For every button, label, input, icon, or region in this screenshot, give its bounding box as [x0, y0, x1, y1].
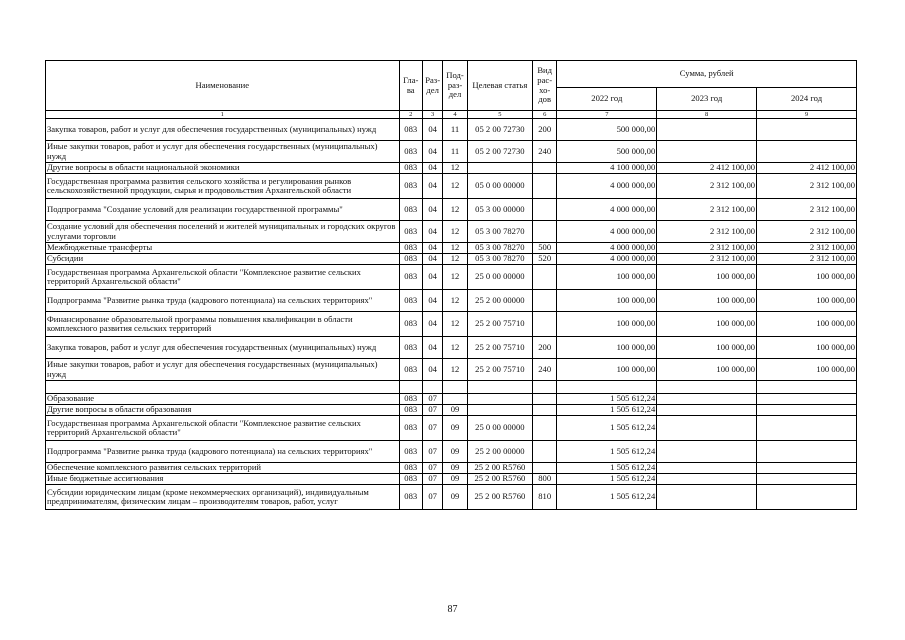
column-number-row [46, 111, 857, 119]
cell-target: 25 2 00 75710 [467, 312, 532, 337]
cell-sum-2022: 500 000,00 [557, 141, 657, 163]
cell-sum-2022: 100 000,00 [557, 312, 657, 337]
cell-glava: 083 [399, 416, 422, 441]
cell-glava: 083 [399, 463, 422, 474]
cell-razdel: 04 [422, 265, 442, 290]
cell-sum-2022: 4 000 000,00 [557, 221, 657, 243]
cell-sum-2023: 2 312 100,00 [657, 199, 757, 221]
cell-sum-2024: 2 312 100,00 [757, 243, 857, 254]
table-row [46, 290, 857, 312]
cell-sum-2022: 500 000,00 [557, 119, 657, 141]
table-row [46, 381, 857, 394]
cell-vid [532, 290, 556, 312]
cell-razdel: 07 [422, 394, 442, 405]
cell-vid: 520 [532, 254, 556, 265]
cell-sum-2023: 2 312 100,00 [657, 254, 757, 265]
cell-podrazdel: 12 [443, 290, 467, 312]
cell-glava: 083 [399, 359, 422, 381]
cell-podrazdel [443, 381, 467, 394]
cell-razdel: 04 [422, 221, 442, 243]
cell-name: Иные закупки товаров, работ и услуг для обеспечения государственных (муниципальных) нужд [46, 359, 400, 381]
cell-glava: 083 [399, 337, 422, 359]
header-glava: Гла-ва [399, 61, 422, 111]
cell-target: 25 2 00 R5760 [467, 485, 532, 510]
cell-vid [532, 312, 556, 337]
cell-target: 05 3 00 00000 [467, 199, 532, 221]
cell-podrazdel: 11 [443, 119, 467, 141]
cell-sum-2024 [757, 405, 857, 416]
cell-sum-2023: 100 000,00 [657, 312, 757, 337]
cell-razdel: 04 [422, 290, 442, 312]
cell-sum-2023: 2 312 100,00 [657, 174, 757, 199]
cell-glava: 083 [399, 254, 422, 265]
cell-glava: 083 [399, 265, 422, 290]
cell-name: Другие вопросы в области образования [46, 405, 400, 416]
cell-sum-2022: 4 100 000,00 [557, 163, 657, 174]
cell-sum-2024: 2 312 100,00 [757, 254, 857, 265]
table-row [46, 441, 857, 463]
cell-vid: 500 [532, 243, 556, 254]
cell-sum-2022: 1 505 612,24 [557, 474, 657, 485]
cell-glava: 083 [399, 394, 422, 405]
cell-vid: 810 [532, 485, 556, 510]
cell-name: Финансирование образовательной программы повышения квалификации в области комплексного развития сельских территорий [46, 312, 400, 337]
cell-target: 05 3 00 78270 [467, 254, 532, 265]
cell-vid [532, 394, 556, 405]
cell-name: Субсидии юридическим лицам (кроме некоммерческих организаций), индивидуальным предпринимателям, физическим лицам – производителям товаров, работ, услуг [46, 485, 400, 510]
column-number: 9 [757, 111, 857, 119]
table-row [46, 221, 857, 243]
cell-vid [532, 221, 556, 243]
cell-sum-2024: 100 000,00 [757, 312, 857, 337]
cell-sum-2024 [757, 381, 857, 394]
cell-razdel: 07 [422, 405, 442, 416]
cell-target: 05 3 00 78270 [467, 243, 532, 254]
header-vid: Вид рас-хо-дов [532, 61, 556, 111]
cell-name: Государственная программа развития сельского хозяйства и регулирования рынков сельскохозяйственной продукции, сырья и продовольствия Архангельской области [46, 174, 400, 199]
budget-table [45, 60, 857, 510]
cell-sum-2024 [757, 141, 857, 163]
header-razdel: Раз-дел [422, 61, 442, 111]
cell-sum-2022: 1 505 612,24 [557, 441, 657, 463]
cell-razdel: 04 [422, 359, 442, 381]
cell-glava: 083 [399, 199, 422, 221]
table-row [46, 416, 857, 441]
column-number: 1 [46, 111, 400, 119]
cell-name: Создание условий для обеспечения поселений и жителей муниципальных и городских округов услугами торговли [46, 221, 400, 243]
cell-name: Иные бюджетные ассигнования [46, 474, 400, 485]
cell-glava: 083 [399, 290, 422, 312]
cell-sum-2024 [757, 474, 857, 485]
header-target: Целевая статья [467, 61, 532, 111]
cell-razdel: 04 [422, 312, 442, 337]
cell-podrazdel: 09 [443, 441, 467, 463]
cell-glava: 083 [399, 441, 422, 463]
cell-sum-2023 [657, 141, 757, 163]
cell-podrazdel: 09 [443, 474, 467, 485]
cell-glava: 083 [399, 474, 422, 485]
table-row [46, 199, 857, 221]
cell-sum-2024 [757, 416, 857, 441]
cell-vid: 240 [532, 359, 556, 381]
cell-name: Государственная программа Архангельской области "Комплексное развитие сельских территорий Архангельской области" [46, 265, 400, 290]
cell-podrazdel: 12 [443, 265, 467, 290]
cell-target: 25 2 00 R5760 [467, 474, 532, 485]
cell-sum-2022: 1 505 612,24 [557, 394, 657, 405]
cell-name: Государственная программа Архангельской области "Комплексное развитие сельских территорий Архангельской области" [46, 416, 400, 441]
cell-podrazdel: 12 [443, 221, 467, 243]
cell-sum-2022: 1 505 612,24 [557, 405, 657, 416]
cell-vid [532, 405, 556, 416]
cell-sum-2022: 4 000 000,00 [557, 174, 657, 199]
cell-razdel: 07 [422, 416, 442, 441]
cell-sum-2022: 100 000,00 [557, 265, 657, 290]
column-number: 2 [399, 111, 422, 119]
cell-sum-2024 [757, 394, 857, 405]
cell-podrazdel: 12 [443, 312, 467, 337]
cell-vid [532, 441, 556, 463]
cell-sum-2023: 2 312 100,00 [657, 221, 757, 243]
column-number: 5 [467, 111, 532, 119]
cell-name [46, 381, 400, 394]
cell-target: 25 2 00 00000 [467, 290, 532, 312]
cell-sum-2024: 2 312 100,00 [757, 199, 857, 221]
cell-vid [532, 463, 556, 474]
cell-podrazdel: 12 [443, 199, 467, 221]
cell-razdel: 04 [422, 199, 442, 221]
cell-sum-2024: 2 412 100,00 [757, 163, 857, 174]
cell-sum-2023: 100 000,00 [657, 265, 757, 290]
cell-vid: 200 [532, 337, 556, 359]
table-row [46, 141, 857, 163]
table-row [46, 485, 857, 510]
cell-razdel: 04 [422, 141, 442, 163]
column-number: 7 [557, 111, 657, 119]
cell-glava: 083 [399, 405, 422, 416]
cell-vid [532, 381, 556, 394]
cell-sum-2024 [757, 441, 857, 463]
table-row [46, 394, 857, 405]
cell-sum-2024: 100 000,00 [757, 337, 857, 359]
cell-razdel: 07 [422, 485, 442, 510]
header-year-2023: 2023 год [657, 88, 757, 111]
table-row [46, 243, 857, 254]
cell-podrazdel: 09 [443, 485, 467, 510]
cell-name: Подпрограмма "Создание условий для реализации государственной программы" [46, 199, 400, 221]
cell-sum-2024: 100 000,00 [757, 290, 857, 312]
cell-name: Закупка товаров, работ и услуг для обеспечения государственных (муниципальных) нужд [46, 119, 400, 141]
header-year-2022: 2022 год [557, 88, 657, 111]
cell-sum-2023: 2 412 100,00 [657, 163, 757, 174]
table-row [46, 337, 857, 359]
cell-name: Субсидии [46, 254, 400, 265]
cell-target: 25 2 00 00000 [467, 441, 532, 463]
cell-glava: 083 [399, 141, 422, 163]
cell-target: 25 0 00 00000 [467, 416, 532, 441]
page-number: 87 [447, 604, 458, 615]
cell-target [467, 405, 532, 416]
cell-sum-2024: 100 000,00 [757, 265, 857, 290]
cell-name: Образование [46, 394, 400, 405]
header-name: Наименование [46, 61, 400, 111]
cell-razdel: 04 [422, 254, 442, 265]
cell-podrazdel: 12 [443, 359, 467, 381]
cell-name: Межбюджетные трансферты [46, 243, 400, 254]
column-number: 8 [657, 111, 757, 119]
cell-sum-2022: 1 505 612,24 [557, 485, 657, 510]
cell-razdel: 04 [422, 119, 442, 141]
cell-sum-2023 [657, 463, 757, 474]
cell-sum-2024: 100 000,00 [757, 359, 857, 381]
cell-name: Обеспечение комплексного развития сельских территорий [46, 463, 400, 474]
table-row [46, 163, 857, 174]
cell-sum-2023 [657, 119, 757, 141]
cell-sum-2023: 100 000,00 [657, 290, 757, 312]
cell-glava: 083 [399, 163, 422, 174]
cell-sum-2023 [657, 416, 757, 441]
cell-sum-2022 [557, 381, 657, 394]
cell-sum-2022: 1 505 612,24 [557, 416, 657, 441]
cell-target: 05 2 00 72730 [467, 141, 532, 163]
cell-sum-2022: 4 000 000,00 [557, 243, 657, 254]
cell-podrazdel: 12 [443, 337, 467, 359]
cell-sum-2022: 100 000,00 [557, 337, 657, 359]
table-row [46, 463, 857, 474]
cell-sum-2022: 100 000,00 [557, 290, 657, 312]
cell-glava: 083 [399, 221, 422, 243]
cell-podrazdel [443, 394, 467, 405]
cell-podrazdel: 09 [443, 463, 467, 474]
cell-target: 05 0 00 00000 [467, 174, 532, 199]
header-summa: Сумма, рублей [557, 61, 857, 88]
cell-podrazdel: 09 [443, 416, 467, 441]
cell-podrazdel: 12 [443, 174, 467, 199]
cell-sum-2023 [657, 405, 757, 416]
table-row [46, 405, 857, 416]
cell-target: 05 3 00 78270 [467, 221, 532, 243]
cell-sum-2024 [757, 463, 857, 474]
cell-sum-2023: 2 312 100,00 [657, 243, 757, 254]
cell-target [467, 381, 532, 394]
cell-name: Подпрограмма "Развитие рынка труда (кадрового потенциала) на сельских территориях" [46, 290, 400, 312]
cell-glava: 083 [399, 243, 422, 254]
header-podrazdel: Под-раз-дел [443, 61, 467, 111]
cell-glava: 083 [399, 174, 422, 199]
table-row [46, 312, 857, 337]
table-row [46, 359, 857, 381]
column-number: 3 [422, 111, 442, 119]
cell-razdel: 04 [422, 337, 442, 359]
table-row [46, 474, 857, 485]
cell-podrazdel: 12 [443, 163, 467, 174]
cell-vid [532, 199, 556, 221]
cell-glava: 083 [399, 312, 422, 337]
cell-name: Закупка товаров, работ и услуг для обеспечения государственных (муниципальных) нужд [46, 337, 400, 359]
cell-podrazdel: 12 [443, 243, 467, 254]
cell-glava [399, 381, 422, 394]
cell-glava: 083 [399, 119, 422, 141]
cell-vid [532, 416, 556, 441]
table-row [46, 174, 857, 199]
cell-razdel: 07 [422, 441, 442, 463]
cell-vid [532, 174, 556, 199]
cell-razdel: 07 [422, 463, 442, 474]
cell-razdel [422, 381, 442, 394]
cell-name: Другие вопросы в области национальной экономики [46, 163, 400, 174]
cell-razdel: 04 [422, 163, 442, 174]
cell-target: 25 0 00 00000 [467, 265, 532, 290]
cell-target: 25 2 00 75710 [467, 359, 532, 381]
cell-target: 25 2 00 R5760 [467, 463, 532, 474]
cell-sum-2022: 1 505 612,24 [557, 463, 657, 474]
cell-vid: 800 [532, 474, 556, 485]
table-body [46, 119, 857, 510]
cell-sum-2022: 4 000 000,00 [557, 254, 657, 265]
cell-sum-2024: 2 312 100,00 [757, 221, 857, 243]
header-year-2024: 2024 год [757, 88, 857, 111]
cell-sum-2023 [657, 441, 757, 463]
table-row [46, 119, 857, 141]
cell-sum-2023 [657, 474, 757, 485]
cell-sum-2022: 100 000,00 [557, 359, 657, 381]
cell-sum-2023 [657, 381, 757, 394]
cell-razdel: 07 [422, 474, 442, 485]
cell-sum-2022: 4 000 000,00 [557, 199, 657, 221]
column-number: 4 [443, 111, 467, 119]
cell-vid [532, 163, 556, 174]
cell-vid [532, 265, 556, 290]
cell-target [467, 163, 532, 174]
cell-razdel: 04 [422, 174, 442, 199]
cell-sum-2024 [757, 485, 857, 510]
cell-sum-2024 [757, 119, 857, 141]
cell-sum-2023: 100 000,00 [657, 359, 757, 381]
cell-glava: 083 [399, 485, 422, 510]
cell-target: 25 2 00 75710 [467, 337, 532, 359]
cell-vid: 240 [532, 141, 556, 163]
cell-name: Иные закупки товаров, работ и услуг для обеспечения государственных (муниципальных) нужд [46, 141, 400, 163]
cell-razdel: 04 [422, 243, 442, 254]
cell-podrazdel: 09 [443, 405, 467, 416]
cell-sum-2023: 100 000,00 [657, 337, 757, 359]
cell-sum-2023 [657, 485, 757, 510]
table-row [46, 254, 857, 265]
table-row [46, 265, 857, 290]
cell-name: Подпрограмма "Развитие рынка труда (кадрового потенциала) на сельских территориях" [46, 441, 400, 463]
cell-podrazdel: 11 [443, 141, 467, 163]
cell-target [467, 394, 532, 405]
cell-target: 05 2 00 72730 [467, 119, 532, 141]
column-number: 6 [532, 111, 556, 119]
cell-sum-2023 [657, 394, 757, 405]
cell-vid: 200 [532, 119, 556, 141]
cell-podrazdel: 12 [443, 254, 467, 265]
cell-sum-2024: 2 312 100,00 [757, 174, 857, 199]
